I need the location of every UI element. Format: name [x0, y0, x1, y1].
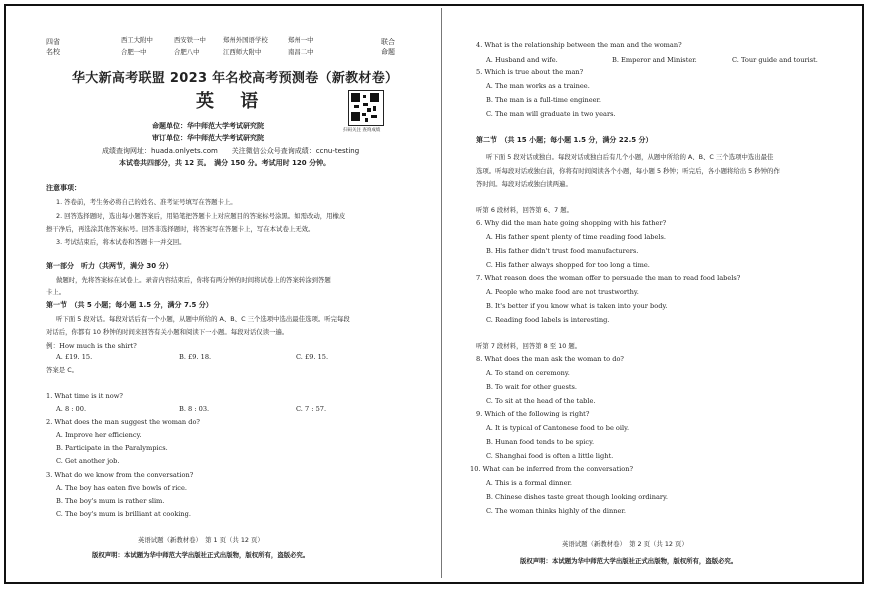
school-name: 江西师大附中: [223, 48, 262, 56]
example-option: B. £9. 18.: [179, 353, 212, 361]
school-name: 郑州外国语学校: [223, 36, 268, 44]
example-question: 例：How much is the shirt?: [46, 342, 137, 350]
answer-option: C. 7 : 57.: [296, 405, 327, 413]
answer-option: C. The boy's mum is brilliant at cooking.: [56, 510, 191, 518]
question-stem: 5. Which is true about the man?: [476, 68, 584, 76]
region-label-left-1: 四省: [46, 38, 60, 46]
page-number-label: 英语试题（新教材卷） 第 1 页（共 12 页）: [138, 536, 264, 544]
example-answer: 答案是 C。: [46, 366, 79, 374]
section1-intro: 听下面 5 段对话。每段对话后有一个小题，从题中所给的 A、B、C 三个选项中选出最佳选项。听完每段: [56, 315, 350, 323]
question-stem: 9. Which of the following is right?: [476, 410, 590, 418]
school-name: 郑州一中: [288, 36, 314, 44]
copyright-notice: 版权声明：本试题为华中师范大学出版社正式出版物，版权所有，盗版必究。: [520, 557, 738, 565]
answer-option: B. Hunan food tends to be spicy.: [486, 438, 595, 446]
answer-option: B. Chinese dishes taste great though looking ordinary.: [486, 493, 668, 501]
group-label: 听第 6 段材料，回答第 6、7 题。: [476, 206, 574, 214]
answer-option: C. Get another job.: [56, 457, 120, 465]
question-stem: 4. What is the relationship between the man and the woman?: [476, 41, 682, 49]
question-stem: 8. What does the man ask the woman to do?: [476, 355, 624, 363]
answer-option: B. 8 : 03.: [179, 405, 210, 413]
question-stem: 3. What do we know from the conversation?: [46, 471, 194, 479]
answer-option: B. It's better if you know what is taken into your body.: [486, 302, 668, 310]
section1-intro: 对话后，你都有 10 秒钟的时间来回答有关小题和阅读下一小题。每段对话仅读一遍。: [46, 328, 289, 336]
question-stem: 2. What does the man suggest the woman do?: [46, 418, 200, 426]
answer-option: C. His father always shopped for too long a time.: [486, 261, 650, 269]
note-item: 2. 回答选择题时，选出每小题答案后，用铅笔把答题卡上对应题目的答案标号涂黑。如需改动，用橡皮: [56, 212, 346, 220]
answer-option: A. 8 : 00.: [56, 405, 87, 413]
question-stem: 7. What reason does the woman offer to persuade the man to read food labels?: [476, 274, 741, 282]
answer-option: B. Participate in the Paralympics.: [56, 444, 168, 452]
answer-option: A. It is typical of Cantonese food to be oily.: [486, 424, 630, 432]
answer-option: B. To wait for other guests.: [486, 383, 577, 391]
right-page: [440, 0, 870, 590]
answer-option: C. The woman thinks highly of the dinner.: [486, 507, 626, 515]
answer-option: A. To stand on ceremony.: [486, 369, 570, 377]
answer-option: A. The boy has eaten five bowls of rice.: [56, 484, 187, 492]
part1-intro: 卡上。: [46, 288, 66, 296]
exam-summary: 本试卷共四部分，共 12 页。 满分 150 分。考试用时 120 分钟。: [119, 159, 331, 167]
score-query-info: 成绩查询网址：huada.onlyets.com 关注微信公众号查询成绩：ccnu-testing: [102, 147, 360, 155]
part1-heading: 第一部分 听力（共两节，满分 30 分）: [46, 262, 173, 270]
part1-intro: 做题时，先将答案标在试卷上。录音内容结束后，你将有两分钟的时间将试卷上的答案转涂到答题: [56, 276, 331, 284]
section2-intro: 听下面 5 段对话或独白。每段对话或独白后有几个小题，从题中所给的 A、B、C 三个选项中选出最佳: [486, 153, 774, 161]
answer-option: B. His father didn't trust food manufacturers.: [486, 247, 639, 255]
region-label-left-2: 名校: [46, 48, 60, 56]
school-name: 西工大附中: [121, 36, 153, 44]
example-option: C. £9. 15.: [296, 353, 329, 361]
answer-option: C. The man will graduate in two years.: [486, 110, 616, 118]
answer-option: C. To sit at the head of the table.: [486, 397, 596, 405]
notes-heading: 注意事项：: [46, 184, 81, 192]
subject-title: 英 语: [196, 91, 269, 112]
answer-option: C. Shanghai food is often a little light.: [486, 452, 614, 460]
answer-option: A. The man works as a trainee.: [486, 82, 590, 90]
note-item: 1. 答卷前，考生务必将自己的姓名、准考证号填写在答题卡上。: [56, 198, 237, 206]
page-number-label: 英语试题（新教材卷） 第 2 页（共 12 页）: [562, 540, 688, 548]
section2-heading: 第二节 （共 15 小题；每小题 1.5 分，满分 22.5 分）: [476, 136, 653, 144]
question-stem: 10. What can be inferred from the conversation?: [470, 465, 634, 473]
qr-caption: 扫码关注 查询成绩: [343, 128, 381, 133]
example-option: A. £19. 15.: [56, 353, 93, 361]
note-item: 擦干净后，再选涂其他答案标号。回答非选择题时，将答案写在答题卡上，写在本试卷上无效。: [46, 225, 315, 233]
answer-option: B. The man is a full-time engineer.: [486, 96, 602, 104]
author-unit: 命题单位：华中师范大学考试研究院: [152, 122, 264, 130]
answer-option: A. Improve her efficiency.: [56, 431, 142, 439]
school-name: 南昌二中: [288, 48, 314, 56]
answer-option: B. The boy's mum is rather slim.: [56, 497, 165, 505]
section2-intro: 选项。听每段对话或独白前，你将有时间阅读各个小题，每小题 5 秒钟；听完后，各小题将给出 5 秒钟的作: [476, 167, 780, 175]
section1-heading: 第一节 （共 5 小题；每小题 1.5 分，满分 7.5 分）: [46, 301, 213, 309]
answer-option: A. This is a formal dinner.: [486, 479, 573, 487]
region-label-right-2: 命题: [381, 48, 395, 56]
question-stem: 1. What time is it now?: [46, 392, 123, 400]
review-unit: 审订单位：华中师范大学考试研究院: [152, 134, 264, 142]
school-name: 合肥一中: [121, 48, 147, 56]
answer-option: A. His father spent plenty of time reading food labels.: [486, 233, 667, 241]
region-label-right-1: 联合: [381, 38, 395, 46]
school-name: 西安铁一中: [174, 36, 206, 44]
exam-title: 华大新高考联盟 2023 年名校高考预测卷（新教材卷）: [72, 71, 399, 86]
answer-option: A. Husband and wife.: [486, 56, 558, 64]
note-item: 3. 考试结束后，将本试卷和答题卡一并交回。: [56, 238, 186, 246]
question-stem: 6. Why did the man hate going shopping with his father?: [476, 219, 667, 227]
section2-intro: 答时间。每段对话或独白读两遍。: [476, 180, 572, 188]
answer-option: C. Tour guide and tourist.: [732, 56, 818, 64]
group-label: 听第 7 段材料，回答第 8 至 10 题。: [476, 342, 582, 350]
school-name: 合肥八中: [174, 48, 200, 56]
answer-option: C. Reading food labels is interesting.: [486, 316, 610, 324]
answer-option: A. People who make food are not trustworthy.: [486, 288, 639, 296]
copyright-notice: 版权声明：本试题为华中师范大学出版社正式出版物，版权所有，盗版必究。: [92, 551, 310, 559]
answer-option: B. Emperor and Minister.: [612, 56, 697, 64]
qr-code-icon: [348, 90, 384, 126]
